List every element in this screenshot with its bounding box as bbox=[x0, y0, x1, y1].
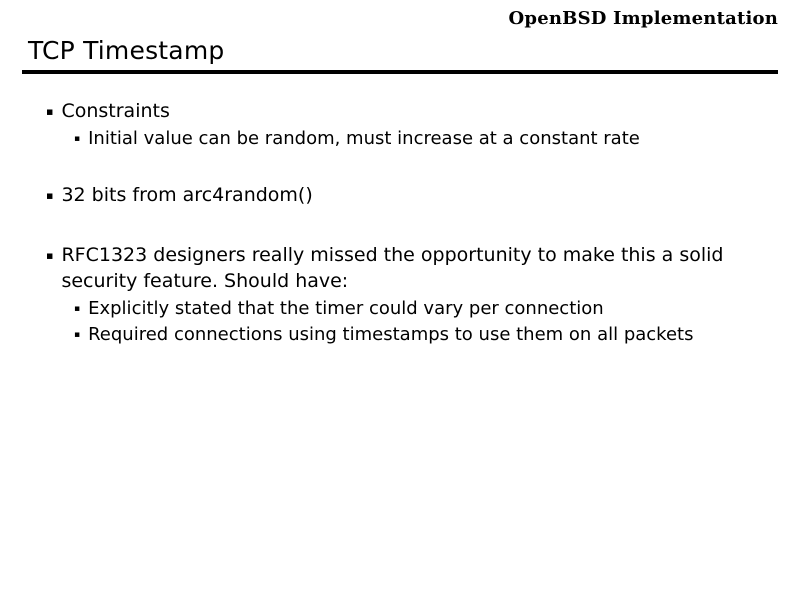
bullet-arc4random bbox=[46, 182, 770, 208]
bullet-marker-icon: ▪ bbox=[74, 330, 81, 340]
bullet-marker-icon: ▪ bbox=[46, 249, 54, 262]
bullet-rfc1323 bbox=[46, 242, 770, 294]
bullet-required-connections bbox=[74, 322, 770, 347]
bullet-constraints bbox=[46, 98, 770, 124]
bullet-initial-value bbox=[74, 126, 770, 151]
spacer bbox=[40, 152, 770, 182]
bullet-marker-icon: ▪ bbox=[74, 134, 81, 144]
slide-header-label: OpenBSD Implementation bbox=[508, 8, 778, 29]
bullet-marker-icon: ▪ bbox=[46, 189, 54, 202]
bullet-text: RFC1323 designers really missed the opportunity to make this a solid security feature. Should have: bbox=[61, 244, 724, 292]
bullet-text: Constraints bbox=[61, 100, 170, 122]
bullet-text: 32 bits from arc4random() bbox=[61, 184, 313, 206]
bullet-text: Explicitly stated that the timer could vary per connection bbox=[88, 298, 604, 319]
bullet-marker-icon: ▪ bbox=[74, 304, 81, 314]
bullet-text: Required connections using timestamps to use them on all packets bbox=[88, 324, 694, 345]
title-divider bbox=[22, 70, 778, 74]
bullet-explicitly-stated bbox=[74, 296, 770, 321]
page-title: TCP Timestamp bbox=[28, 36, 225, 65]
slide-body bbox=[40, 98, 770, 348]
bullet-text: Initial value can be random, must increase at a constant rate bbox=[88, 128, 640, 149]
bullet-marker-icon: ▪ bbox=[46, 105, 54, 118]
spacer bbox=[40, 210, 770, 242]
